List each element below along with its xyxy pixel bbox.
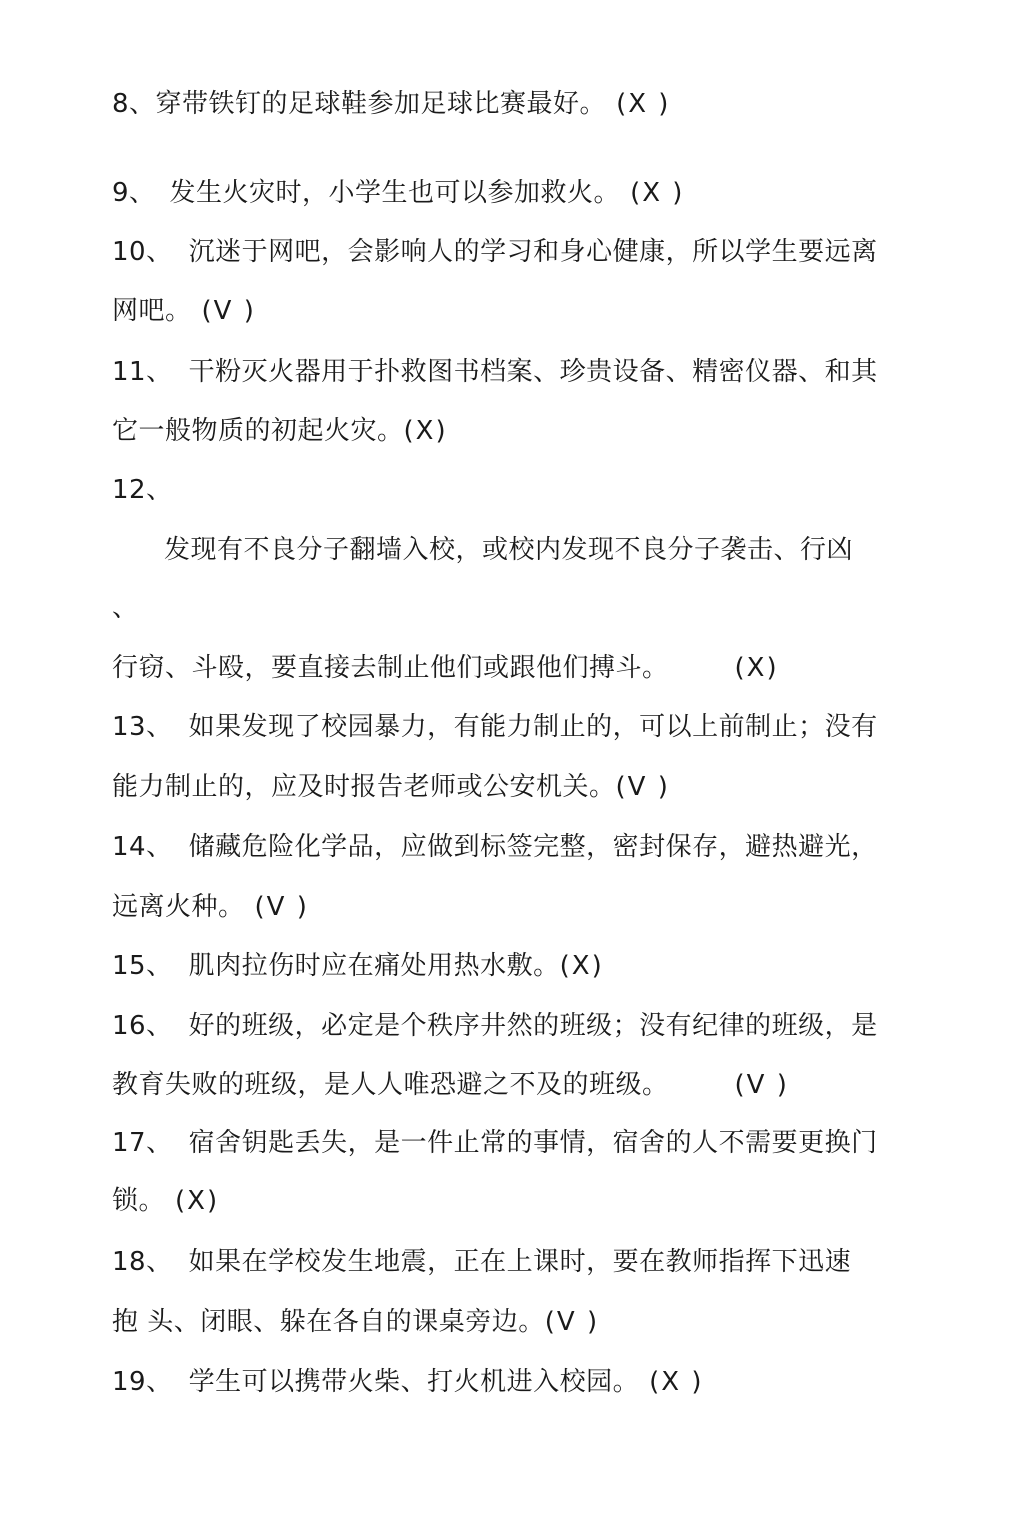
question-text: 干粉灭火器用于扑救图书档案、珍贵设备、精密仪器、和其 <box>188 357 878 387</box>
question-text-continued: 能力制止的，应及时报告老师或公安机关。 <box>112 772 616 802</box>
question-19 <box>112 1366 703 1398</box>
question-number: 13、 <box>112 712 173 742</box>
question-17-continuation <box>112 1185 219 1217</box>
question-answer: (V ) <box>734 1070 789 1100</box>
question-text: 好的班级，必定是个秩序井然的班级；没有纪律的班级，是 <box>188 1011 878 1041</box>
punctuation-mark: 、 <box>112 593 139 623</box>
question-12-continuation <box>112 652 779 684</box>
question-answer: (V ) <box>201 296 256 326</box>
question-answer: (V ) <box>544 1307 600 1337</box>
question-text: 宿舍钥匙丢失，是一件止常的事情，宿舍的人不需要更换门 <box>188 1128 878 1158</box>
question-text-continued: 教育失败的班级，是人人唯恐避之不及的班级。 <box>112 1070 669 1100</box>
question-text-continued: 锁。 <box>112 1186 166 1216</box>
question-answer: (X) <box>403 416 448 446</box>
question-10-continuation <box>112 295 256 327</box>
question-12 <box>112 474 173 506</box>
question-text: 肌肉拉伤时应在痛处用热水敷。 <box>188 951 560 981</box>
question-text: 储藏危险化学品，应做到标签完整，密封保存，避热避光， <box>188 832 878 862</box>
question-18-continuation <box>112 1306 599 1338</box>
question-answer: (X) <box>559 951 604 981</box>
question-17 <box>112 1127 878 1159</box>
question-text: 如果在学校发生地震，正在上课时，要在教师指挥下迅速 <box>188 1247 852 1277</box>
question-number: 8、 <box>112 89 156 119</box>
question-text: 学生可以携带火柴、打火机进入校园。 <box>188 1367 640 1397</box>
question-number: 11、 <box>112 357 173 387</box>
question-text: 发现有不良分子翻墙入校，或校内发现不良分子袭击、行凶 <box>164 535 854 565</box>
question-text-continued: 网吧。 <box>112 296 192 326</box>
question-13 <box>112 711 878 743</box>
question-number: 9、 <box>112 178 156 208</box>
question-16 <box>112 1010 878 1042</box>
question-11 <box>112 356 878 388</box>
question-text-continued: 抱 头、闭眼、躲在各自的课桌旁边。 <box>112 1307 545 1337</box>
question-answer: (V ) <box>254 892 309 922</box>
question-10 <box>112 236 878 268</box>
question-number: 12、 <box>112 475 173 505</box>
question-text: 发生火灾时，小学生也可以参加救火。 <box>169 178 621 208</box>
question-text: 穿带铁钉的足球鞋参加足球比赛最好。 <box>155 89 607 119</box>
question-answer: (X) <box>734 653 779 683</box>
question-12-mark <box>112 592 139 624</box>
question-text-continued: 它一般物质的初起火灾。 <box>112 416 404 446</box>
question-number: 16、 <box>112 1011 173 1041</box>
question-16-continuation <box>112 1069 789 1101</box>
question-answer: (X ) <box>630 178 685 208</box>
question-answer: (V ) <box>615 772 670 802</box>
question-answer: (X) <box>175 1186 220 1216</box>
question-number: 19、 <box>112 1367 173 1397</box>
question-number: 18、 <box>112 1247 173 1277</box>
question-11-continuation <box>112 415 448 447</box>
question-text-continued: 远离火种。 <box>112 892 245 922</box>
question-answer: (X ) <box>616 89 671 119</box>
question-12-body <box>164 534 853 566</box>
question-answer: (X ) <box>649 1367 704 1397</box>
question-13-continuation <box>112 771 670 803</box>
question-text: 如果发现了校园暴力，有能力制止的，可以上前制止；没有 <box>188 712 878 742</box>
question-15 <box>112 950 604 982</box>
question-8 <box>112 88 670 120</box>
question-14-continuation <box>112 891 309 923</box>
question-number: 17、 <box>112 1128 173 1158</box>
question-number: 14、 <box>112 832 173 862</box>
question-14 <box>112 831 878 863</box>
question-number: 10、 <box>112 237 173 267</box>
question-number: 15、 <box>112 951 173 981</box>
question-text: 沉迷于网吧，会影响人的学习和身心健康，所以学生要远离 <box>188 237 878 267</box>
question-18 <box>112 1246 851 1278</box>
question-text-continued: 行窃、斗殴，要直接去制止他们或跟他们搏斗。 <box>112 653 669 683</box>
question-9 <box>112 177 684 209</box>
